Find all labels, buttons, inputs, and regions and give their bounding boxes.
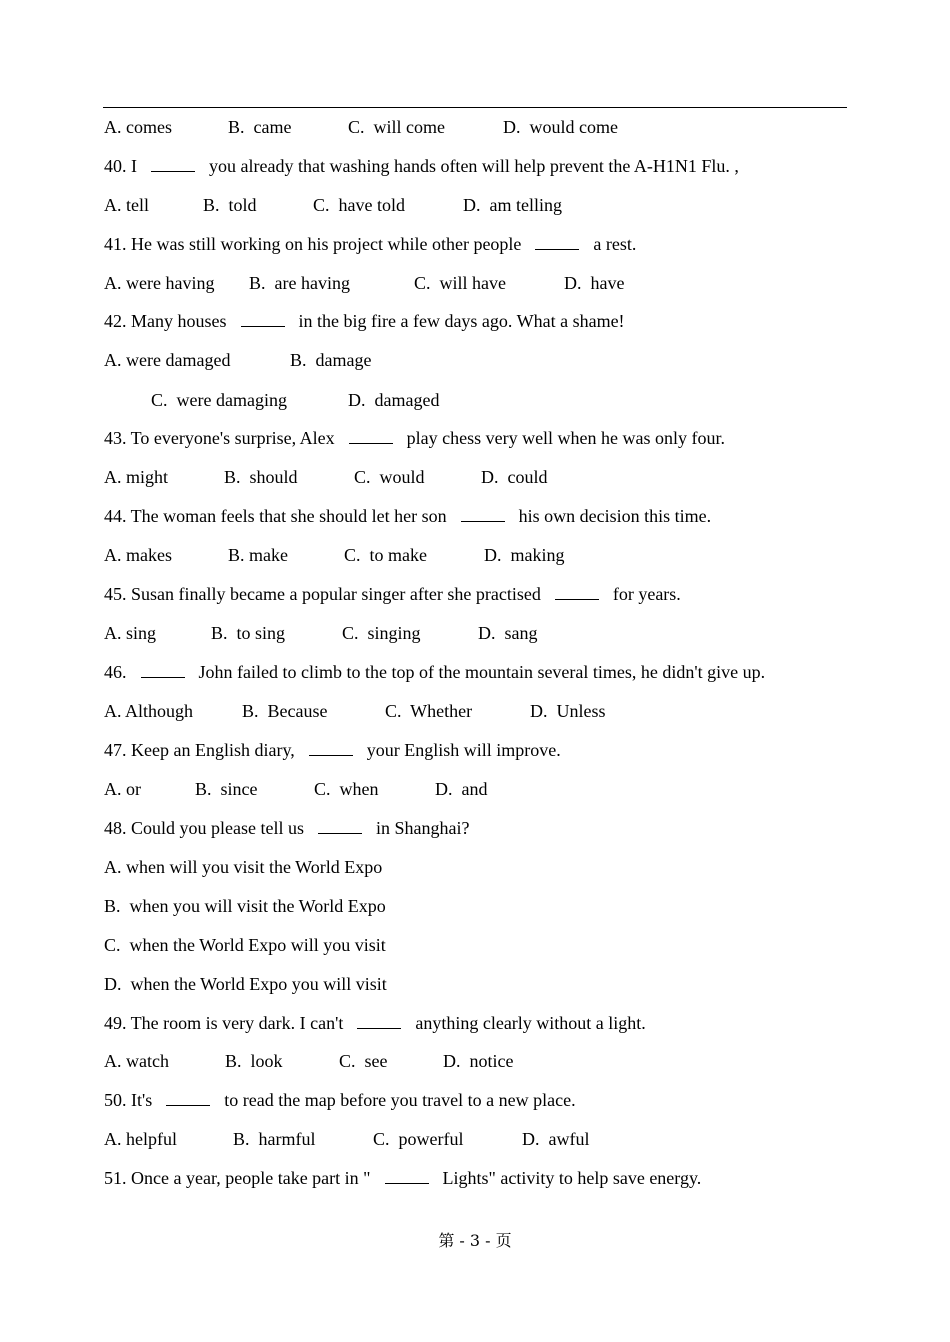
option: B. came bbox=[228, 117, 292, 137]
option: C. will have bbox=[414, 273, 506, 293]
question-45: 45. Susan finally became a popular singer after she practised for years. bbox=[104, 584, 681, 604]
question-40: 40. I you already that washing hands often will help prevent the A-H1N1 Flu. , bbox=[104, 156, 739, 176]
option: B. look bbox=[225, 1051, 283, 1071]
question-51: 51. Once a year, people take part in " Lights" activity to help save energy. bbox=[104, 1168, 702, 1188]
option: A. were damaged bbox=[104, 350, 231, 370]
option: B. told bbox=[203, 195, 257, 215]
answer-blank bbox=[309, 741, 353, 756]
option: C. singing bbox=[342, 623, 421, 643]
option: C. would bbox=[354, 467, 425, 487]
option: A. tell bbox=[104, 195, 149, 215]
option: C. to make bbox=[344, 545, 427, 565]
option: C. powerful bbox=[373, 1129, 464, 1149]
header-rule bbox=[103, 107, 847, 108]
option: C. will come bbox=[348, 117, 445, 137]
option: D. making bbox=[484, 545, 565, 565]
question-48: 48. Could you please tell us in Shanghai? bbox=[104, 818, 470, 838]
answer-blank bbox=[318, 819, 362, 834]
option: A. might bbox=[104, 467, 169, 487]
option: A. makes bbox=[104, 545, 172, 565]
option: B. damage bbox=[290, 350, 372, 370]
option: D. notice bbox=[443, 1051, 514, 1071]
answer-blank bbox=[349, 429, 393, 444]
option: D. am telling bbox=[463, 195, 562, 215]
option: B. should bbox=[224, 467, 298, 487]
option: A. or bbox=[104, 779, 141, 799]
option: B. to sing bbox=[211, 623, 286, 643]
option: C. Whether bbox=[385, 701, 473, 721]
option: C. when the World Expo will you visit bbox=[104, 935, 386, 955]
question-44: 44. The woman feels that she should let her son his own decision this time. bbox=[104, 506, 712, 526]
option: C. have told bbox=[313, 195, 405, 215]
option: A. were having bbox=[104, 273, 215, 293]
answer-blank bbox=[535, 235, 579, 250]
option: B. make bbox=[228, 545, 288, 565]
option: C. were damaging bbox=[151, 390, 287, 410]
option: C. when bbox=[314, 779, 379, 799]
question-49: 49. The room is very dark. I can't anything clearly without a light. bbox=[104, 1013, 646, 1033]
option: D. when the World Expo you will visit bbox=[104, 974, 387, 994]
option: A. comes bbox=[104, 117, 172, 137]
option: D. awful bbox=[522, 1129, 590, 1149]
question-41: 41. He was still working on his project while other people a rest. bbox=[104, 234, 637, 254]
option: C. see bbox=[339, 1051, 388, 1071]
question-50: 50. It's to read the map before you travel to a new place. bbox=[104, 1090, 576, 1110]
answer-blank bbox=[555, 585, 599, 600]
option: B. when you will visit the World Expo bbox=[104, 896, 386, 916]
answer-blank bbox=[141, 663, 185, 678]
answer-blank bbox=[151, 157, 195, 172]
page-number-footer: 第 - 3 - 页 bbox=[438, 1231, 512, 1250]
option: D. Unless bbox=[530, 701, 606, 721]
option: A. Although bbox=[104, 701, 194, 721]
option: B. Because bbox=[242, 701, 328, 721]
option: B. are having bbox=[249, 273, 350, 293]
option: A. when will you visit the World Expo bbox=[104, 857, 383, 877]
question-47: 47. Keep an English diary, your English will improve. bbox=[104, 740, 561, 760]
answer-blank bbox=[241, 312, 285, 327]
option: D. damaged bbox=[348, 390, 440, 410]
option: A. sing bbox=[104, 623, 157, 643]
option: D. would come bbox=[503, 117, 618, 137]
option: B. harmful bbox=[233, 1129, 316, 1149]
question-46: 46. John failed to climb to the top of the mountain several times, he didn't give up. bbox=[104, 662, 766, 682]
option: B. since bbox=[195, 779, 258, 799]
option: D. have bbox=[564, 273, 625, 293]
answer-blank bbox=[357, 1014, 401, 1029]
question-43: 43. To everyone's surprise, Alex play chess very well when he was only four. bbox=[104, 428, 726, 448]
option: A. helpful bbox=[104, 1129, 177, 1149]
question-42: 42. Many houses in the big fire a few days ago. What a shame! bbox=[104, 311, 625, 331]
answer-blank bbox=[461, 507, 505, 522]
option: D. and bbox=[435, 779, 488, 799]
option: A. watch bbox=[104, 1051, 169, 1071]
option: D. could bbox=[481, 467, 548, 487]
option: D. sang bbox=[478, 623, 538, 643]
answer-blank bbox=[385, 1169, 429, 1184]
answer-blank bbox=[166, 1091, 210, 1106]
